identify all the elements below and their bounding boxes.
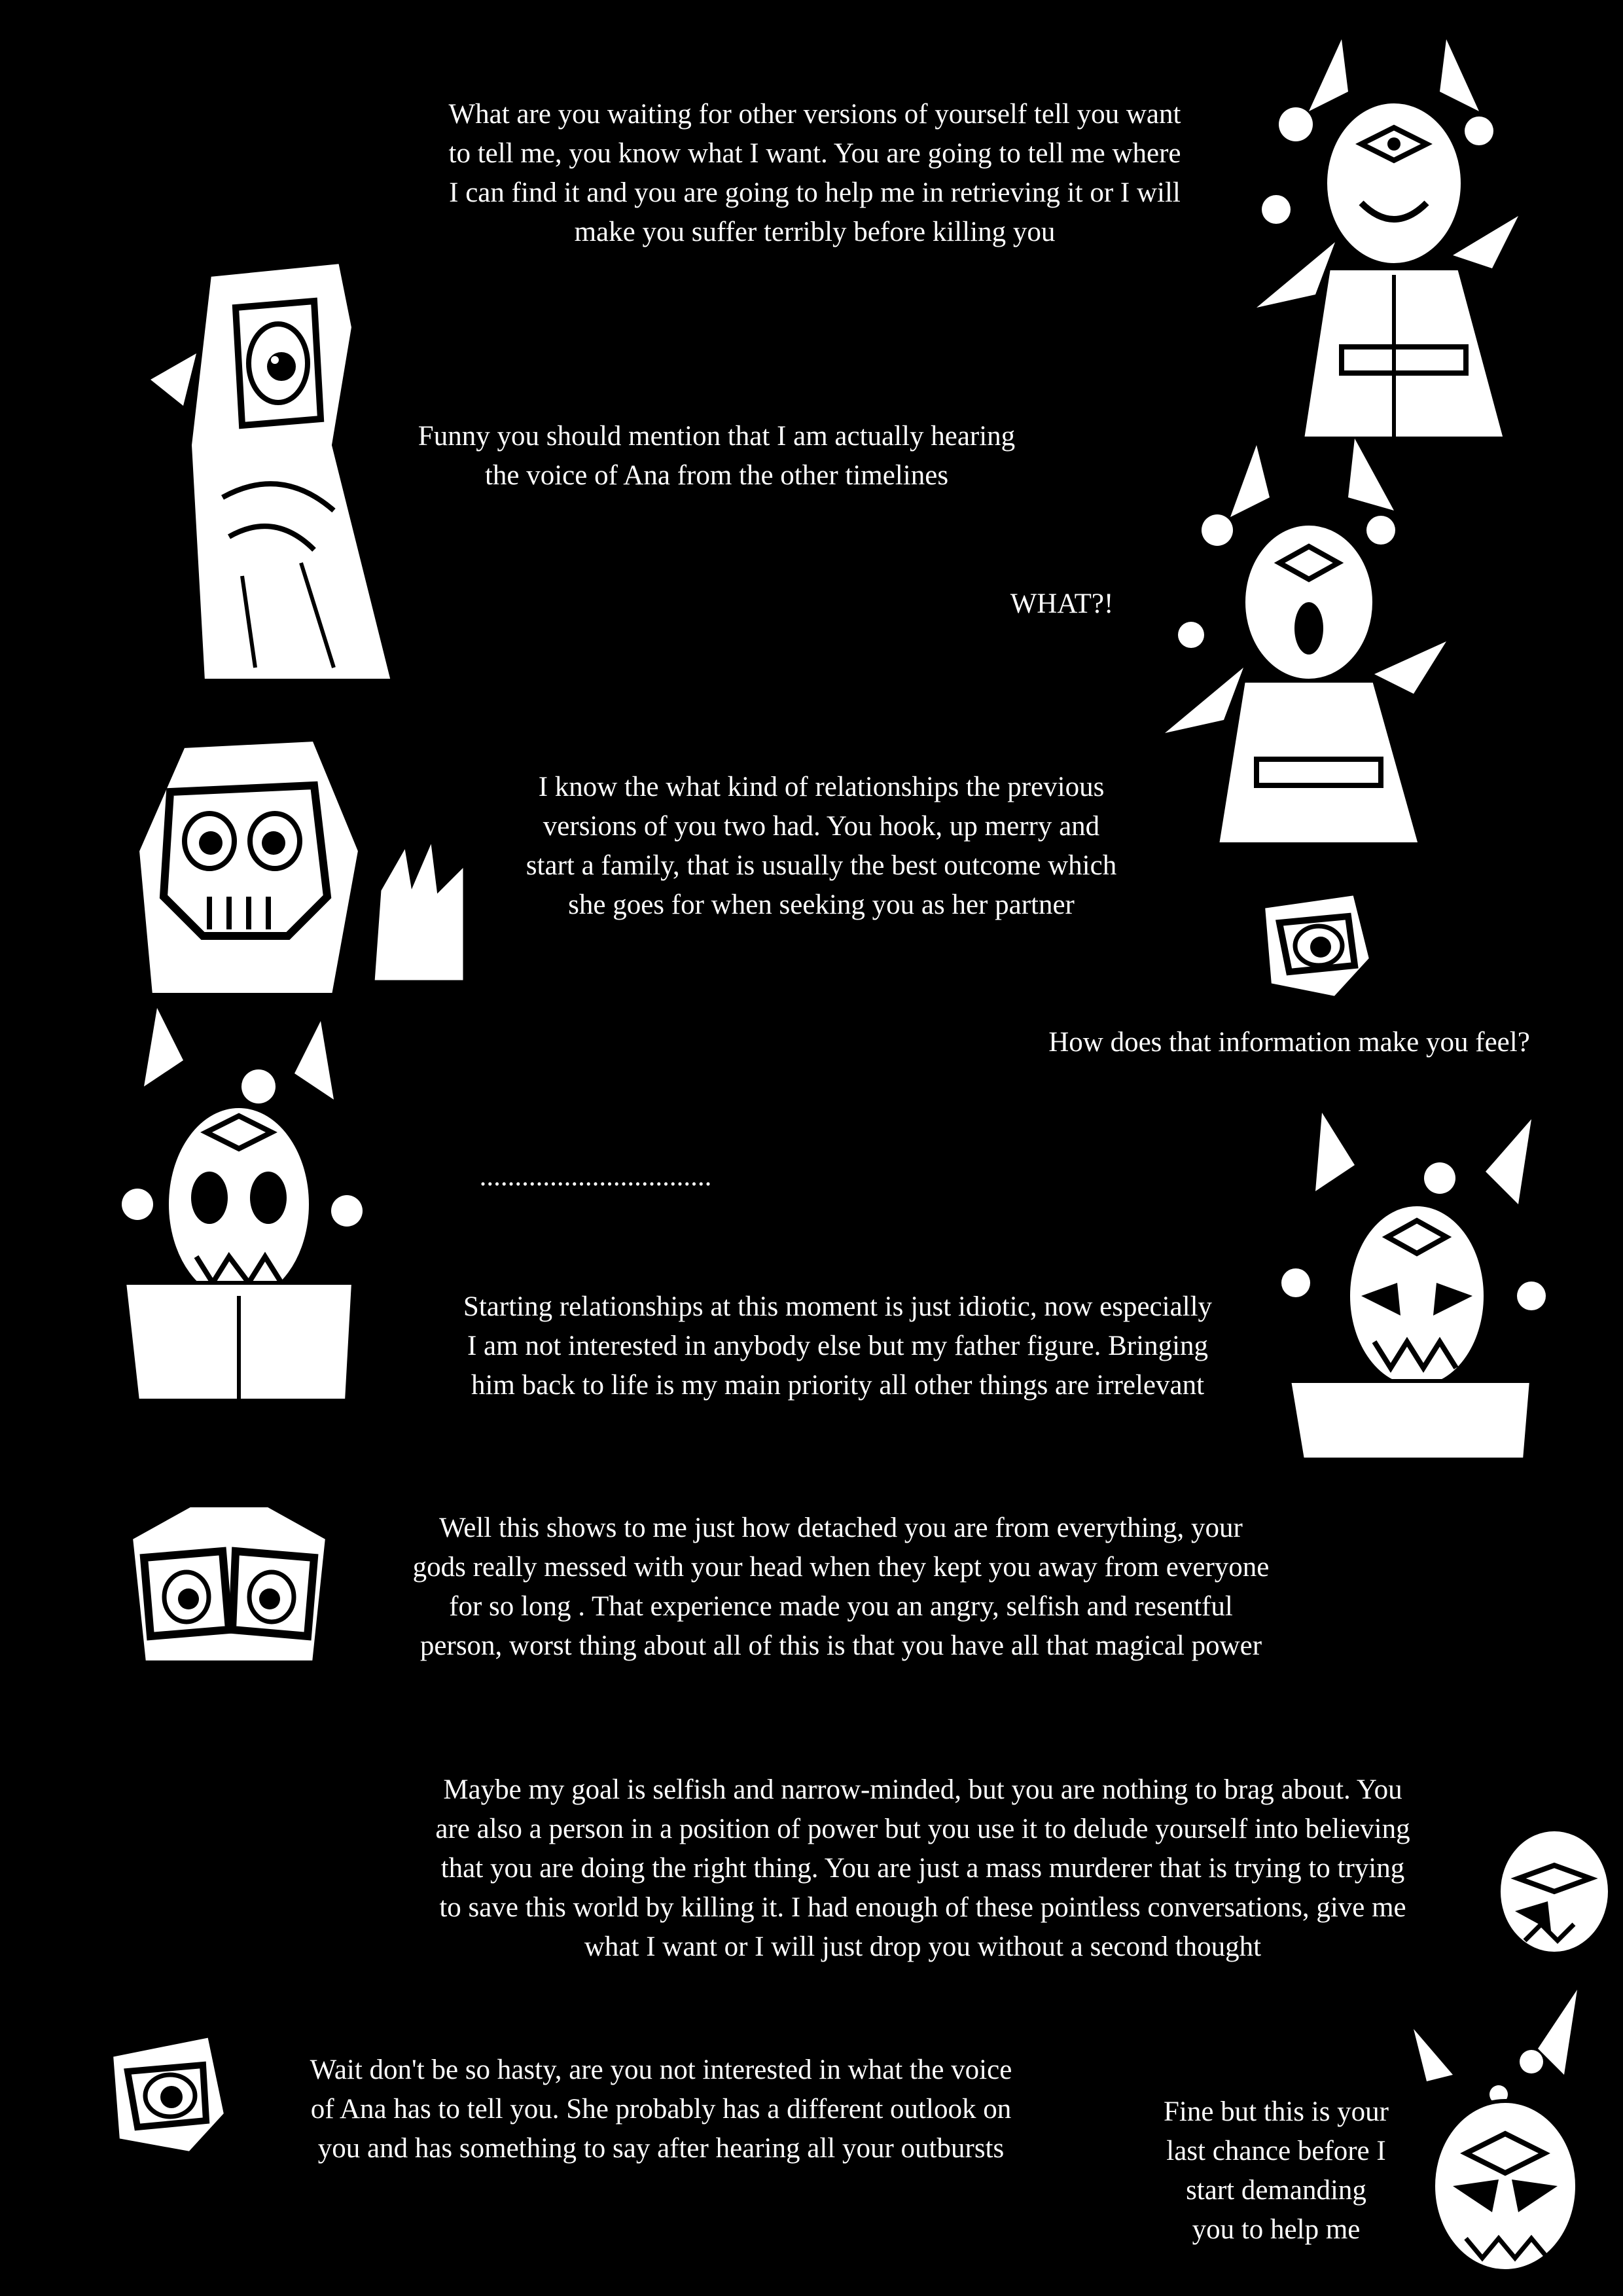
dialogue-line: gods really messed with your head when they kept you away from everyone [412, 1552, 1270, 1583]
dialogue-line: for so long . That experience made you an angry, selfish and resentful [449, 1591, 1233, 1622]
dialogue-9 [366, 1770, 1479, 1967]
jester-mask-icon [1489, 1826, 1613, 1957]
dialogue-2 [353, 417, 1080, 495]
masked-jester-icon [1400, 1990, 1597, 2278]
dialogue-6 [458, 1157, 733, 1196]
dialogue-line: are also a person in a position of power but you use it to delude yourself into believing [435, 1814, 1410, 1844]
dialogue-line: of Ana has to tell you. She probably has a different outlook on [310, 2094, 1012, 2125]
dialogue-line: him back to life is my main priority all other things are irrelevant [471, 1370, 1205, 1401]
masked-jester-icon [1230, 20, 1558, 452]
dialogue-line: versions of you two had. You hook, up merry and [543, 811, 1100, 842]
seer-eye-icon [98, 2029, 236, 2160]
dialogue-line: How does that information make you feel? [1048, 1027, 1530, 1058]
dialogue-line: last chance before I [1166, 2136, 1386, 2166]
dialogue-line: to save this world by killing it. I had enough of these pointless conversations, give me [439, 1892, 1406, 1923]
dialogue-1 [376, 95, 1253, 252]
dialogue-line: you and has something to say after hearing all your outbursts [317, 2133, 1005, 2164]
dialogue-line: Fine but this is your [1163, 2096, 1389, 2127]
dialogue-3 [985, 584, 1139, 624]
dialogue-4 [474, 768, 1168, 925]
dialogue-line: the voice of Ana from the other timelines [484, 460, 949, 491]
dialogue-line: start a family, that is usually the best outcome which [526, 850, 1117, 881]
hooded-seer-icon [137, 249, 438, 694]
dialogue-line: she goes for when seeking you as her partner [568, 889, 1075, 920]
dialogue-line: what I want or I will just drop you without a second thought [584, 1931, 1262, 1962]
dialogue-line: Maybe my goal is selfish and narrow-minded, but you are nothing to brag about. You [443, 1774, 1402, 1805]
dialogue-line: Funny you should mention that I am actually hearing [418, 421, 1016, 452]
dialogue-line: WHAT?! [1010, 588, 1114, 619]
masked-jester-icon [98, 1008, 380, 1414]
dialogue-line: make you suffer terribly before killing you [574, 217, 1056, 247]
dialogue-line: you to help me [1192, 2214, 1361, 2245]
dialogue-line: Starting relationships at this moment is just idiotic, now especially [463, 1291, 1213, 1322]
seer-eyes-icon [118, 1499, 340, 1676]
dialogue-10 [268, 2051, 1054, 2168]
dialogue-line: that you are doing the right thing. You are just a mass murderer that is trying to trying [440, 1853, 1405, 1884]
dialogue-line: person, worst thing about all of this is that you have all that magical power [419, 1630, 1262, 1661]
dialogue-line: to tell me, you know what I want. You are going to tell me where [448, 138, 1181, 169]
dialogue-7 [412, 1287, 1263, 1405]
masked-jester-icon [1270, 1106, 1558, 1473]
dialogue-line: ................................. [479, 1161, 712, 1192]
dialogue-line: start demanding [1186, 2175, 1366, 2206]
dialogue-11 [1139, 2092, 1414, 2250]
dialogue-line: I know the what kind of relationships the previous [538, 772, 1105, 802]
dialogue-line: I am not interested in anybody else but my father figure. Bringing [467, 1331, 1209, 1361]
dialogue-line: What are you waiting for other versions of yourself tell you want [448, 99, 1181, 130]
hooded-seer-icon [98, 720, 478, 995]
seer-eye-icon [1250, 887, 1381, 1005]
masked-jester-icon [1145, 425, 1472, 857]
dialogue-5 [1011, 1023, 1567, 1062]
dialogue-line: Wait don't be so hasty, are you not interested in what the voice [310, 2054, 1012, 2085]
dialogue-8 [350, 1509, 1332, 1666]
dialogue-line: Well this shows to me just how detached you are from everything, your [439, 1513, 1243, 1543]
dialogue-line: I can find it and you are going to help me in retrieving it or I will [449, 177, 1181, 208]
